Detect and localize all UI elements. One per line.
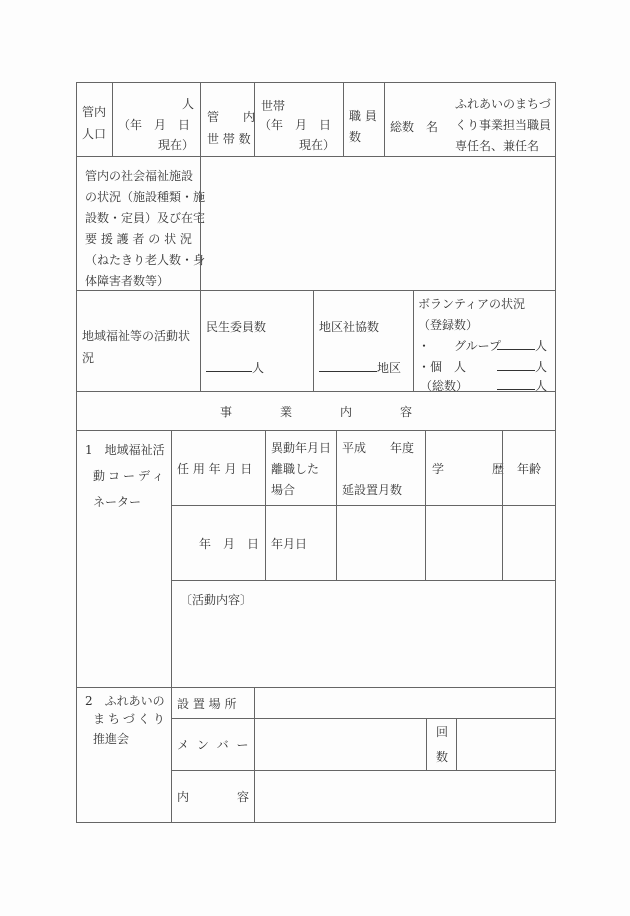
appoint-label-cell <box>171 430 266 506</box>
volunteer-group-unit: 人 <box>535 339 548 353</box>
volunteer-total-blank[interactable] <box>497 377 535 390</box>
section-header: 事 業 内 容 <box>219 405 412 419</box>
staff-label-1: 職 員 <box>349 109 377 123</box>
activity-label-1: 地域福祉等の活動状 <box>82 329 191 343</box>
volunteer-group: ・ グループ <box>418 339 502 353</box>
transfer-value: 年月日 <box>271 537 308 551</box>
population-value-cell[interactable] <box>112 82 201 157</box>
section2-title-2: まちづくり <box>93 712 168 726</box>
households-date: （年 月 日 <box>259 118 332 132</box>
location-label: 設 置 場 所 <box>177 697 237 711</box>
population-label-cell <box>76 82 113 157</box>
minsei-blank[interactable] <box>206 359 252 372</box>
facilities-label-4: 要 援 護 者 の 状 況 <box>85 232 192 246</box>
members-label-cell <box>171 718 255 771</box>
volunteer-individual-unit: 人 <box>535 360 548 374</box>
population-label-2: 人口 <box>82 127 107 141</box>
activity-content-label: 〔活動内容〕 <box>180 593 253 607</box>
households-value-cell[interactable] <box>254 82 344 157</box>
activity-content-cell[interactable] <box>171 580 556 688</box>
months-label-cell <box>336 430 426 506</box>
section-header-cell <box>76 391 556 431</box>
volunteer-group-blank[interactable] <box>497 337 535 350</box>
content-label-cell <box>171 770 255 823</box>
district-cell[interactable] <box>313 290 414 392</box>
households-date-end: 現在） <box>298 138 335 152</box>
count-label-1: 回 <box>436 725 449 739</box>
staff-note-1: ふれあいのまちづ <box>455 97 551 111</box>
staff-note-3: 専任名、兼任名 <box>455 139 540 153</box>
population-date: （年 月 日 <box>118 118 191 132</box>
transfer-value-cell[interactable] <box>265 505 337 581</box>
minsei-label: 民生委員数 <box>206 320 267 334</box>
staff-value-cell[interactable] <box>384 82 556 157</box>
transfer-label-cell <box>265 430 337 506</box>
facilities-label-1: 管内の社会福祉施設 <box>85 169 194 183</box>
members-value-cell[interactable] <box>254 718 427 771</box>
volunteer-individual: ・個 人 <box>418 360 467 374</box>
volunteer-cell[interactable] <box>413 290 556 392</box>
households-label-2: 世 帯 数 <box>207 132 251 146</box>
minsei-unit: 人 <box>252 361 265 375</box>
members-label: メ ン バ ー <box>177 738 251 752</box>
population-label-1: 管内 <box>82 105 107 119</box>
section2-title-1: 2 ふれあいの <box>85 694 165 708</box>
age-label: 年齢 <box>517 462 542 476</box>
volunteer-individual-blank[interactable] <box>497 358 535 371</box>
count-value-cell[interactable] <box>456 718 556 771</box>
count-label-cell <box>426 718 457 771</box>
age-value-cell[interactable] <box>502 505 556 581</box>
education-label-cell <box>425 430 503 506</box>
section1-title-1: 1 地域福祉活 <box>85 443 165 457</box>
transfer-label-1: 異動年月日 <box>271 441 332 455</box>
content-label: 内 容 <box>177 790 250 804</box>
section2-title-cell <box>76 687 172 823</box>
facilities-label-5: （ねたきり老人数・身 <box>85 253 206 267</box>
population-unit: 人 <box>181 97 194 111</box>
section1-title-2: 動コーディ <box>93 469 168 483</box>
households-unit: 世帯 <box>261 99 286 113</box>
transfer-label-2: 離職した <box>271 462 320 476</box>
staff-note-2: くり事業担当職員 <box>455 118 552 132</box>
facilities-label-6: 体障害者数等） <box>85 274 170 288</box>
facilities-label-2: の状況（施設種類・施 <box>85 190 206 204</box>
population-date-end: 現在） <box>157 138 194 152</box>
appoint-value-cell[interactable] <box>171 505 266 581</box>
staff-label-cell <box>343 82 385 157</box>
section2-title-3: 推進会 <box>93 732 130 746</box>
section1-title-cell <box>76 430 172 688</box>
months-label-1: 平成 年度 <box>342 441 415 455</box>
section1-title-3: ネーター <box>93 495 142 509</box>
location-label-cell <box>171 687 255 719</box>
district-label: 地区社協数 <box>319 320 380 334</box>
content-value-cell[interactable] <box>254 770 556 823</box>
households-label-1: 管 内 <box>207 110 256 124</box>
district-unit: 地区 <box>377 361 402 375</box>
volunteer-total-unit: 人 <box>535 379 548 393</box>
location-value-cell[interactable] <box>254 687 556 719</box>
facilities-label-cell <box>76 156 206 291</box>
district-blank[interactable] <box>319 359 377 372</box>
appoint-label: 任 用 年 月 日 <box>177 462 253 476</box>
facilities-value-cell[interactable] <box>200 156 556 291</box>
months-label-2: 延設置月数 <box>342 483 403 497</box>
education-label: 学 歴 <box>432 462 505 476</box>
age-label-cell <box>502 430 556 506</box>
months-value-cell[interactable] <box>336 505 426 581</box>
count-label-2: 数 <box>436 750 449 764</box>
appoint-value: 年 月 日 <box>198 537 259 551</box>
volunteer-total: （総数） <box>420 379 469 393</box>
transfer-label-3: 場合 <box>271 483 296 497</box>
activity-label-cell <box>76 290 201 392</box>
minsei-cell[interactable] <box>200 290 314 392</box>
households-label-cell <box>200 82 255 157</box>
education-value-cell[interactable] <box>425 505 503 581</box>
staff-total: 総数 名 <box>390 120 439 134</box>
volunteer-sub: （登録数） <box>418 318 479 332</box>
activity-label-2: 況 <box>82 351 95 365</box>
volunteer-title: ボランティアの状況 <box>418 297 526 311</box>
staff-label-2: 数 <box>349 130 362 144</box>
facilities-label-3: 設数・定員）及び在宅 <box>85 211 206 225</box>
